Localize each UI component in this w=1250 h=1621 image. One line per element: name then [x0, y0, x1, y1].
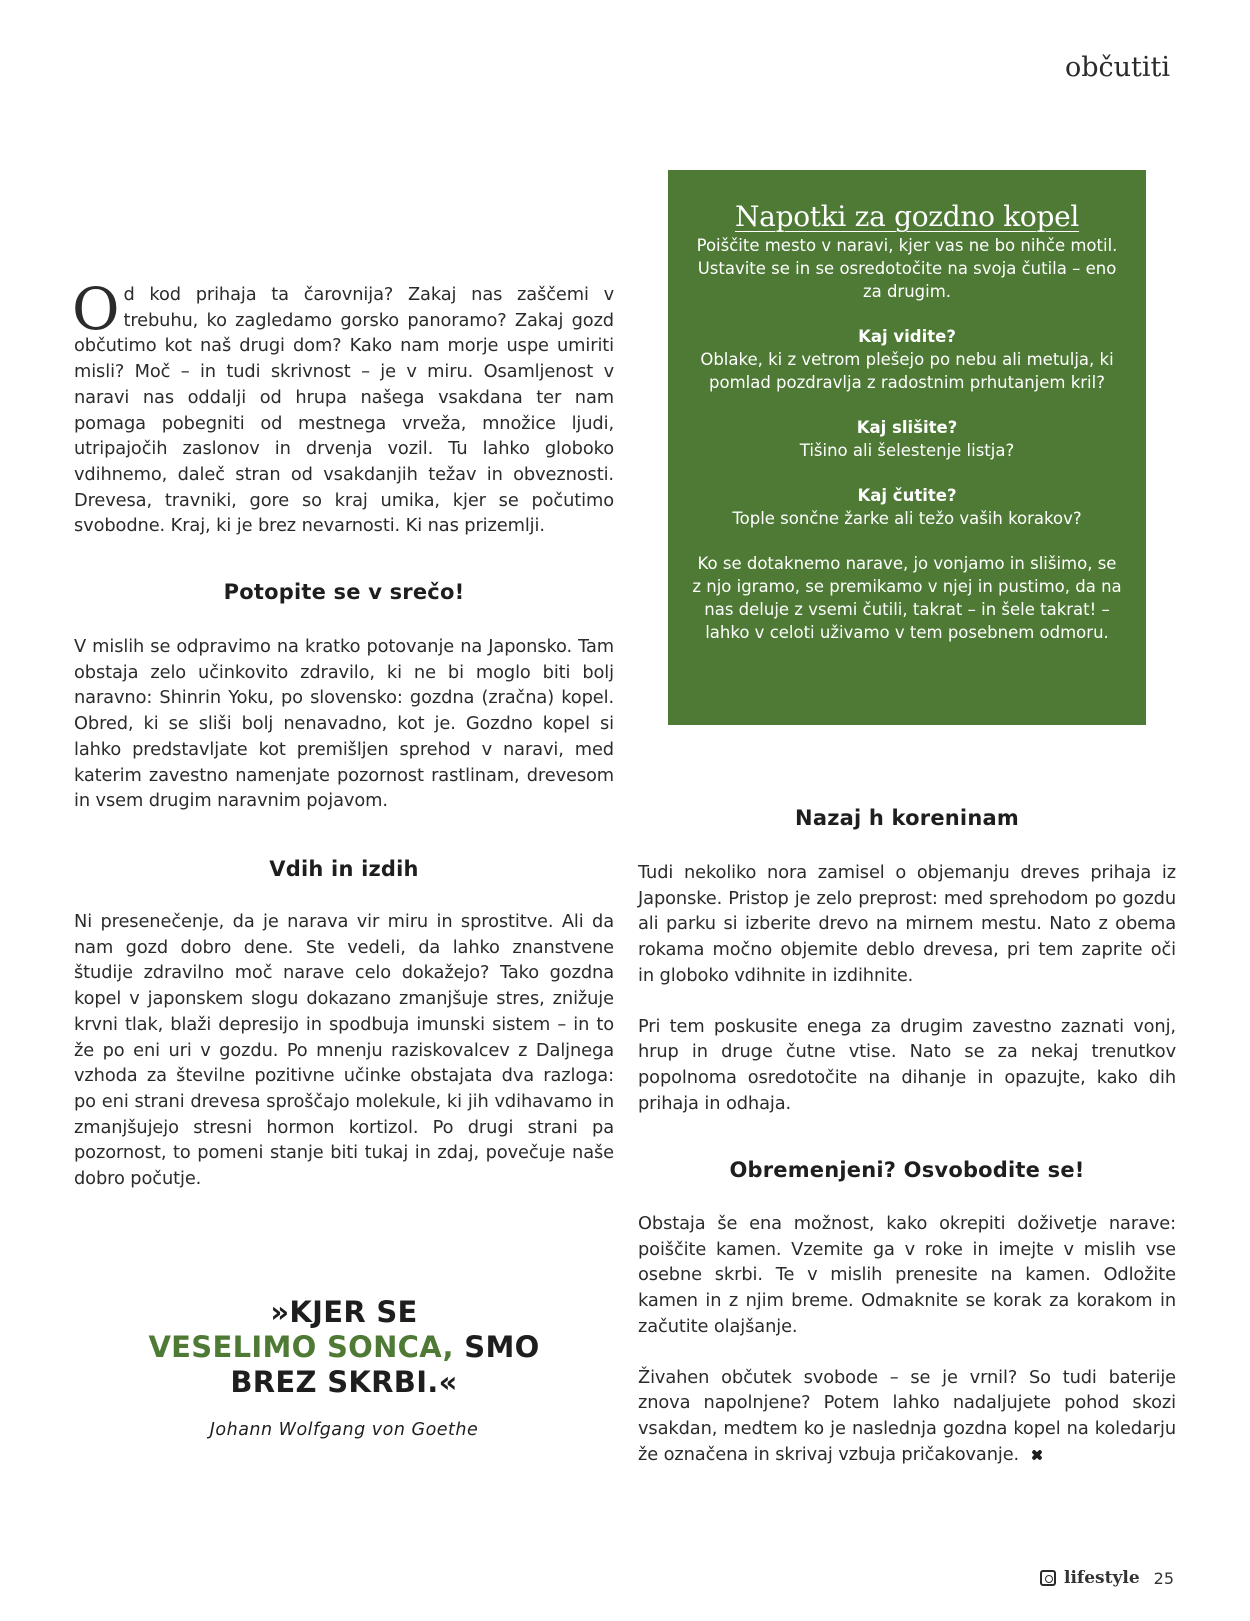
- paragraph-vdih: Ni presenečenje, da je narava vir miru in sprostitve. Ali da nam gozd dobro dene. Ste vedeli, da lahko znanstvene študije zdravilno moč narave celo dokažejo? Tako gozdna kopel v japonskem slogu dokazano zmanjšuje stres, znižuje krvni tlak, blaži depresijo in spodbuja imunski sistem – in to že po eni uri v gozdu. Po mnenju raziskovalcev z Daljnega vzhoda za številne pozitivne učinke obstajata dva razloga: po eni strani drevesa sproščajo molekule, ki jih vdihavamo in zmanjšujejo stresni hormon kortizol. Po drugi strani pa pozornost, to pomeni stanje biti tukaj in zdaj, povečuje naše dobro počutje.: [74, 911, 614, 1190]
- end-mark-icon: [1031, 1449, 1043, 1461]
- footer-brand: lifestyle: [1064, 1568, 1140, 1588]
- tips-question-2: Kaj slišite?: [856, 418, 958, 437]
- intro-paragraph: Od kod prihaja ta čarovnija? Zakaj nas zaščemi v trebuhu, ko zagledamo gorsko panoramo? Zakaj gozd občutimo kot naš drugi dom? Kako nam morje uspe umiriti misli? Moč – in tudi skrivnost – je v miru. Osamljenost v naravi nas oddalji od hrupa našega vsakdana ter nam pomaga pobegniti od mestnega vrveža, množice ljudi, utripajočih zaslonov in drvenja vozil. Tu lahko globoko vdihnemo, daleč stran od vsakdanjih težav in obveznosti. Drevesa, travniki, gore so kraj umika, kjer se počutimo svobodne. Kraj, ki je brez nevarnosti. Ki nas prizemlji.: [72, 275, 614, 537]
- tips-intro: Poiščite mesto v naravi, kjer vas ne bo nihče motil. Ustavite se in se osredotočite na svoja čutila – eno za drugim.: [696, 236, 1118, 301]
- quote-line-3: BREZ SKRBI.«: [230, 1365, 458, 1399]
- tips-answer-3: Tople sončne žarke ali težo vaših korakov?: [732, 509, 1082, 528]
- tips-answer-2: Tišino ali šelestenje listja?: [799, 441, 1015, 460]
- quote-author: Johann Wolfgang von Goethe: [209, 1420, 479, 1440]
- intro-block: [72, 275, 614, 539]
- heading-obremenjeni: Obremenjeni? Osvobodite se!: [729, 1158, 1085, 1182]
- paragraph-obremenjeni-2: Živahen občutek svobode – se je vrnil? So tudi baterije znova napolnjene? Potem lahko nadaljujete pohod skozi vsakdan, medtem ko je naslednja gozdna kopel na koledarju že označena in skrivaj vzbuja pričakovanje.: [638, 1366, 1176, 1465]
- page-footer: [1040, 1568, 1174, 1588]
- dropcap-letter: O: [72, 275, 120, 343]
- tips-question-3: Kaj čutite?: [857, 486, 957, 505]
- pull-quote: [74, 1295, 614, 1440]
- paragraph-nazaj-1: Tudi nekoliko nora zamisel o objemanju dreves prihaja iz Japonske. Pristop je zelo preprost: med sprehodom po gozdu ali parku si izberite drevo na mirnem mestu. Nato z obema rokama močno objemite deblo drevesa, pri tem zaprite oči in globoko vdihnite in izdihnite.: [638, 862, 1176, 986]
- heading-potopite: Potopite se v srečo!: [223, 580, 465, 604]
- tips-box-title: Napotki za gozdno kopel: [734, 200, 1080, 233]
- brand-logo-icon: [1040, 1570, 1056, 1586]
- quote-line-2-rest: SMO: [453, 1330, 540, 1364]
- paragraph-obremenjeni-1: Obstaja še ena možnost, kako okrepiti doživetje narave: poiščite kamen. Vzemite ga v roke in imejte v mislih vse osebne skrbi. Te v mislih prenesite na kamen. Odložite kamen in z njim breme. Odmaknite se korak za korakom in začutite olajšanje.: [638, 1213, 1176, 1337]
- quote-line-1: »KJER SE: [270, 1295, 418, 1329]
- quote-highlight: VESELIMO SONCA,: [148, 1330, 454, 1364]
- paragraph-potopite: V mislih se odpravimo na kratko potovanje na Japonsko. Tam obstaja zelo učinkovito zdravilo, ki ne bi moglo biti bolj naravno: Shinrin Yoku, po slovensko: gozdna (zračna) kopel. Obred, ki se sliši bolj nenavadno, kot je. Gozdno kopel si lahko predstavljate kot premišljen sprehod v naravi, med katerim zavestno namenjate pozornost rastlinam, drevesom in vsem drugim naravnim pojavom.: [74, 636, 614, 812]
- paragraph-nazaj-2: Pri tem poskusite enega za drugim zavestno zaznati vonj, hrup in druge čutne vtise. Nato se za nekaj trenutkov popolnoma osredotočite na dihanje in opazujte, kako dih prihaja in odhaja.: [638, 1015, 1176, 1114]
- heading-vdih: Vdih in izdih: [269, 857, 419, 881]
- section-label: občutiti: [1064, 52, 1170, 83]
- tips-outro: Ko se dotaknemo narave, jo vonjamo in slišimo, se z njo igramo, se premikamo v njej in pustimo, da na nas deluje z vsemi čutili, takrat – in šele takrat! – lahko v celoti uživamo v tem posebnem odmoru.: [692, 554, 1122, 642]
- tips-box: [668, 170, 1146, 725]
- page-number: 25: [1153, 1568, 1174, 1588]
- tips-question-1: Kaj vidite?: [858, 327, 956, 346]
- tips-answer-1: Oblake, ki z vetrom plešejo po nebu ali metulja, ki pomlad pozdravlja z radostnim prhutanjem kril?: [700, 350, 1114, 392]
- heading-nazaj: Nazaj h koreninam: [795, 806, 1019, 830]
